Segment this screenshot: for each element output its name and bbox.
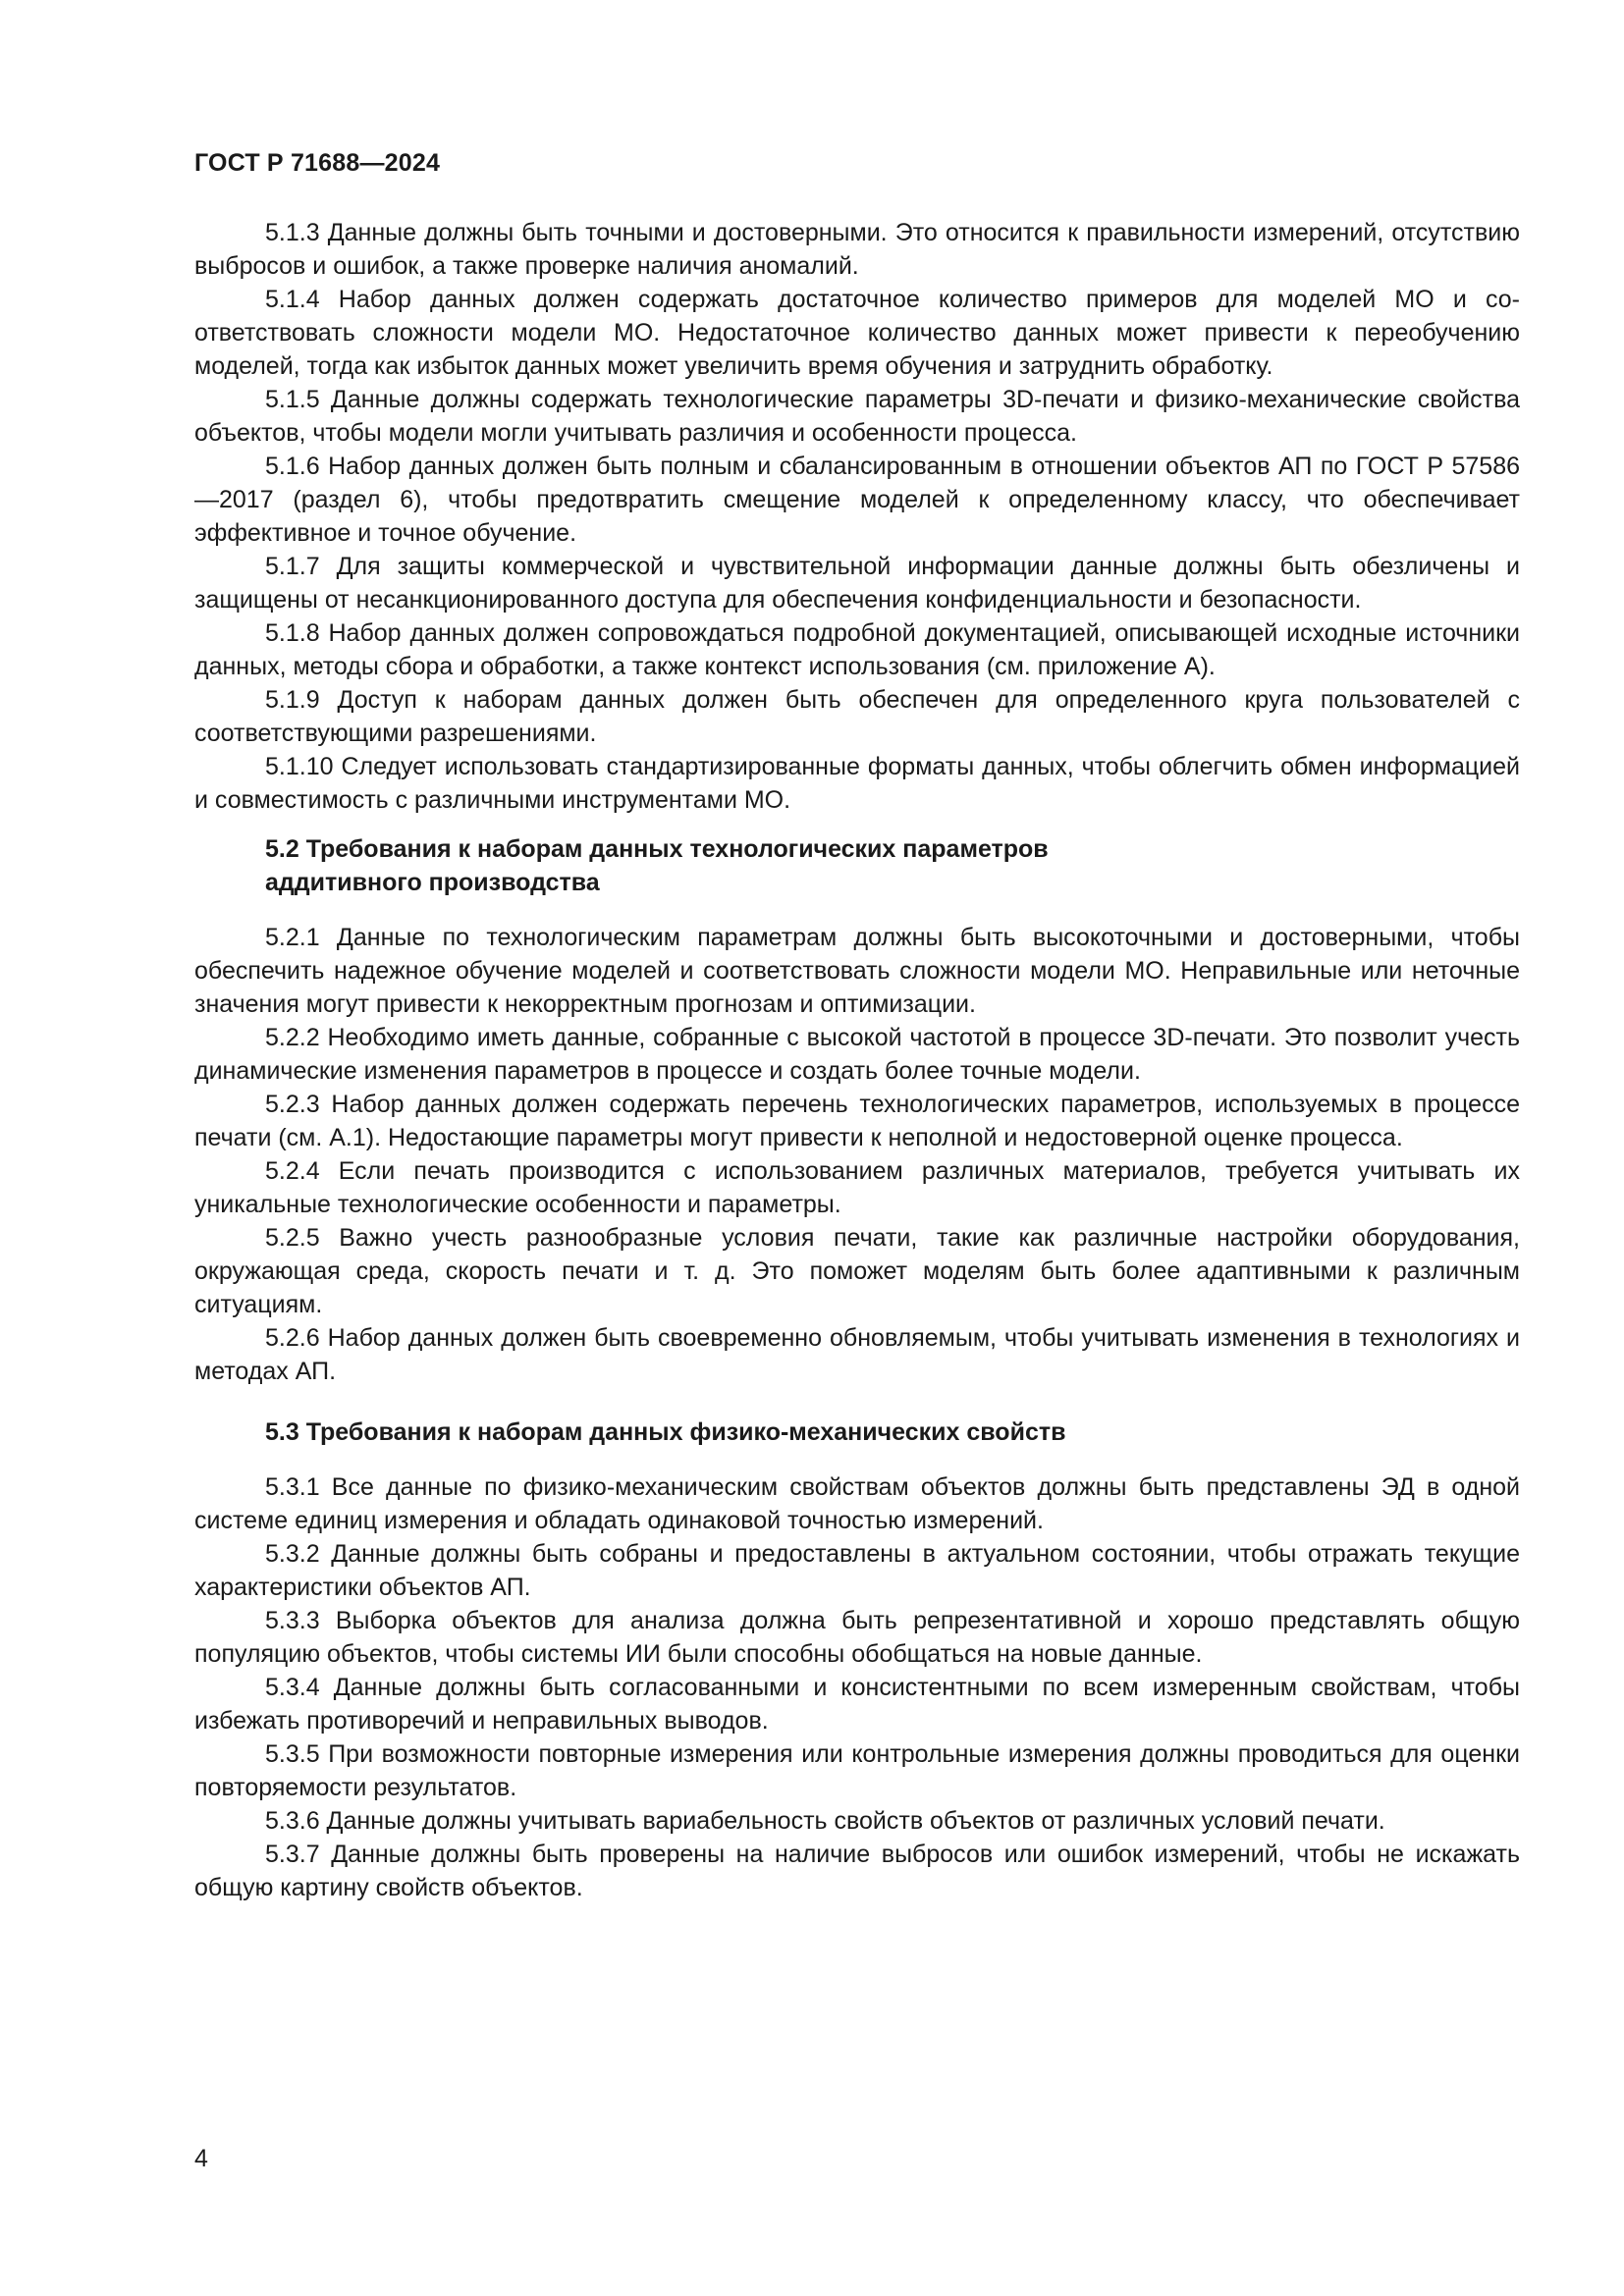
document-body: [194, 216, 1520, 1904]
paragraph-5-1-4: 5.1.4 Набор данных должен содержать достаточное количество примеров для моделей МО и соответствовать сложности модели МО. Недостаточное количество данных может привести к переобучению моделей, тогда как избыток данных может увеличить время обучения и затруднить обработку.: [194, 286, 1520, 380]
paragraph-5-2-5: 5.2.5 Важно учесть разнообразные условия печати, такие как различные настройки оборудования, окружающая среда, скорость печати и т. д. Это поможет моделям быть более адаптивными к различным ситуациям.: [194, 1224, 1520, 1318]
paragraph-5-2-3: 5.2.3 Набор данных должен содержать перечень технологических параметров, используемых в процессе печати (см. А.1). Недостающие параметры могут привести к неполной и недостоверной оценке процесса.: [194, 1091, 1520, 1151]
document-header: ГОСТ Р 71688—2024: [194, 149, 441, 177]
paragraph-5-3-4: 5.3.4 Данные должны быть согласованными и консистентными по всем измеренным свойствам, чтобы избежать противоречий и неправильных выводов.: [194, 1674, 1520, 1735]
section-heading-5-3: 5.3 Требования к наборам данных физико-механических свойств: [265, 1418, 1066, 1446]
section-heading-5-2: 5.2 Требования к наборам данных технологических параметров аддитивного производства: [265, 835, 1049, 896]
paragraph-5-3-1: 5.3.1 Все данные по физико-механическим свойствам объектов должны быть представлены ЭД в одной системе единиц измерения и обладать одинаковой точностью измерений.: [194, 1473, 1520, 1534]
paragraph-5-3-2: 5.3.2 Данные должны быть собраны и предоставлены в актуальном состоянии, чтобы отражать текущие характеристики объектов АП.: [194, 1540, 1520, 1601]
paragraph-5-1-6: 5.1.6 Набор данных должен быть полным и сбалансированным в отношении объектов АП по ГОСТ Р 57586—2017 (раздел 6), чтобы предотвратить смещение моделей к определенному классу, что обеспечивает эффективное и точное обучение.: [194, 453, 1520, 547]
paragraph-5-1-8: 5.1.8 Набор данных должен сопровождаться подробной документацией, описывающей исходные источники данных, методы сбора и обработки, а также контекст использования (см. приложение А).: [194, 619, 1520, 680]
paragraph-5-2-6: 5.2.6 Набор данных должен быть своевременно обновляемым, чтобы учитывать изменения в технологиях и методах АП.: [194, 1324, 1520, 1385]
paragraph-5-1-10: 5.1.10 Следует использовать стандартизированные форматы данных, чтобы облегчить обмен информацией и совместимость с различными инструментами МО.: [194, 753, 1520, 814]
page-number: 4: [194, 2145, 208, 2172]
paragraph-5-2-2: 5.2.2 Необходимо иметь данные, собранные с высокой частотой в процессе 3D-печати. Это позволит учесть динамические изменения параметров в процессе и создать более точные модели.: [194, 1024, 1520, 1085]
paragraph-5-2-4: 5.2.4 Если печать производится с использованием различных материалов, требуется учитывать их уникальные технологические особенности и параметры.: [194, 1157, 1520, 1218]
paragraph-5-3-6: 5.3.6 Данные должны учитывать вариабельность свойств объектов от различных условий печати.: [265, 1807, 1385, 1835]
paragraph-5-1-7: 5.1.7 Для защиты коммерческой и чувствительной информации данные должны быть обезличены и защищены от несанкционированного доступа для обеспечения конфиденциальности и безопасности.: [194, 553, 1520, 614]
paragraph-5-3-5: 5.3.5 При возможности повторные измерения или контрольные измерения должны проводиться для оценки повторяемости результатов.: [194, 1740, 1520, 1801]
paragraph-5-3-3: 5.3.3 Выборка объектов для анализа должна быть репрезентативной и хорошо представлять общую популяцию объектов, чтобы системы ИИ были способны обобщаться на новые данные.: [194, 1607, 1520, 1668]
paragraph-5-1-5: 5.1.5 Данные должны содержать технологические параметры 3D-печати и физико-механические свойства объектов, чтобы модели могли учитывать различия и особенности процесса.: [194, 386, 1520, 447]
paragraph-5-3-7: 5.3.7 Данные должны быть проверены на наличие выбросов или ошибок измерений, чтобы не искажать общую картину свойств объектов.: [194, 1841, 1520, 1901]
paragraph-5-1-9: 5.1.9 Доступ к наборам данных должен быть обеспечен для определенного круга пользователей с соответствующими разрешениями.: [194, 686, 1520, 747]
paragraph-5-1-3: 5.1.3 Данные должны быть точными и достоверными. Это относится к правильности измерений, отсутствию выбросов и ошибок, а также проверке наличия аномалий.: [194, 219, 1520, 280]
paragraph-5-2-1: 5.2.1 Данные по технологическим параметрам должны быть высокоточными и достоверными, чтобы обеспечить надежное обучение моделей и соответствовать сложности модели МО. Неправильные или неточные значения могут привести к некорректным прогнозам и оптимизации.: [194, 924, 1520, 1018]
